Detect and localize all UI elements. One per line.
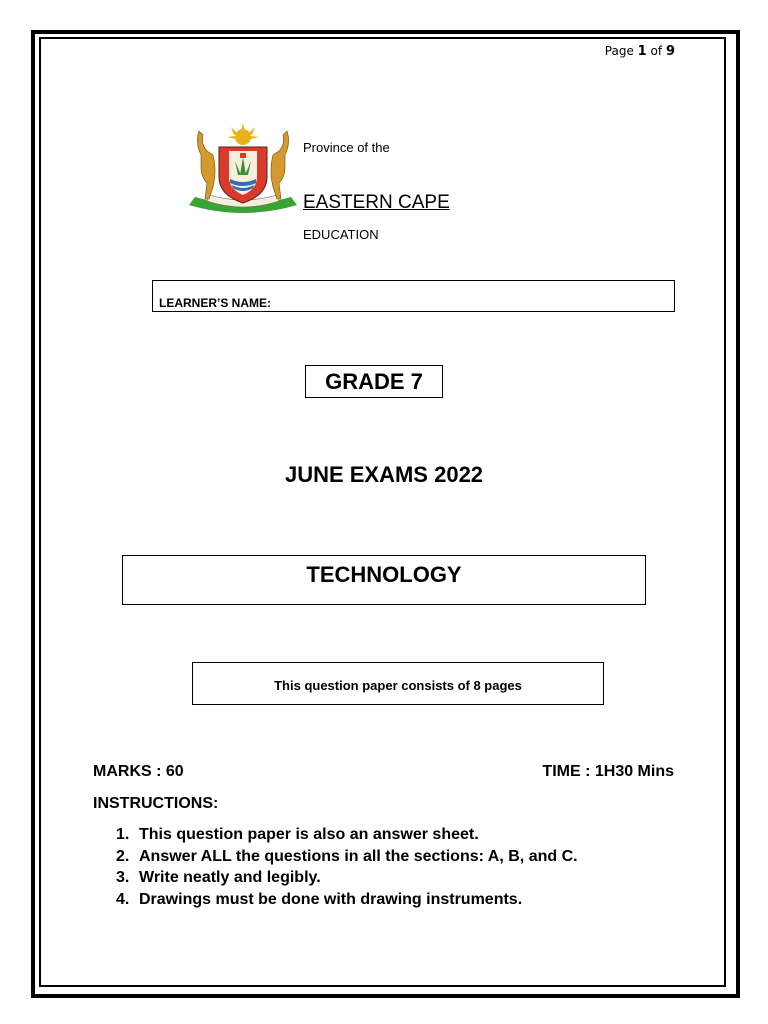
instruction-item: [116, 824, 578, 846]
subject-title: TECHNOLOGY: [122, 555, 646, 605]
instruction-text: Write neatly and legibly.: [139, 869, 321, 886]
department-line-eastern-cape: EASTERN CAPE: [303, 192, 450, 213]
instruction-number: 2.: [116, 847, 130, 865]
pages-note: This question paper consists of 8 pages: [192, 662, 604, 705]
learner-name-field[interactable]: [152, 280, 675, 312]
page-number: [605, 44, 675, 59]
instructions-list: [116, 824, 578, 910]
page-current: 1: [637, 44, 647, 59]
page-label: Page: [604, 44, 634, 58]
marks-total: MARKS : 60: [93, 763, 184, 780]
learner-name-label: LEARNER’S NAME:: [159, 296, 272, 310]
instruction-number: 1.: [116, 826, 130, 843]
instruction-item: [116, 846, 578, 868]
department-line-province: Province of the: [303, 140, 390, 155]
exam-title: JUNE EXAMS 2022: [284, 462, 484, 487]
instruction-text: Drawings must be done with drawing instruments.: [139, 890, 523, 908]
time-allowed: TIME : 1H30 Mins: [542, 763, 674, 780]
instruction-number: 4.: [116, 890, 130, 908]
instruction-text: Answer ALL the questions in all the sections: A, B, and C.: [139, 847, 578, 865]
page-total: 9: [665, 44, 675, 59]
department-line-education: EDUCATION: [303, 227, 379, 242]
instruction-number: 3.: [116, 869, 130, 886]
page-of: of: [650, 44, 663, 58]
instructions-heading: INSTRUCTIONS:: [93, 795, 219, 812]
instruction-item: [116, 889, 578, 911]
grade-label: GRADE 7: [305, 365, 443, 398]
instruction-text: This question paper is also an answer sheet.: [139, 826, 479, 843]
coat-of-arms-icon: [187, 121, 299, 217]
instruction-item: [116, 867, 578, 889]
